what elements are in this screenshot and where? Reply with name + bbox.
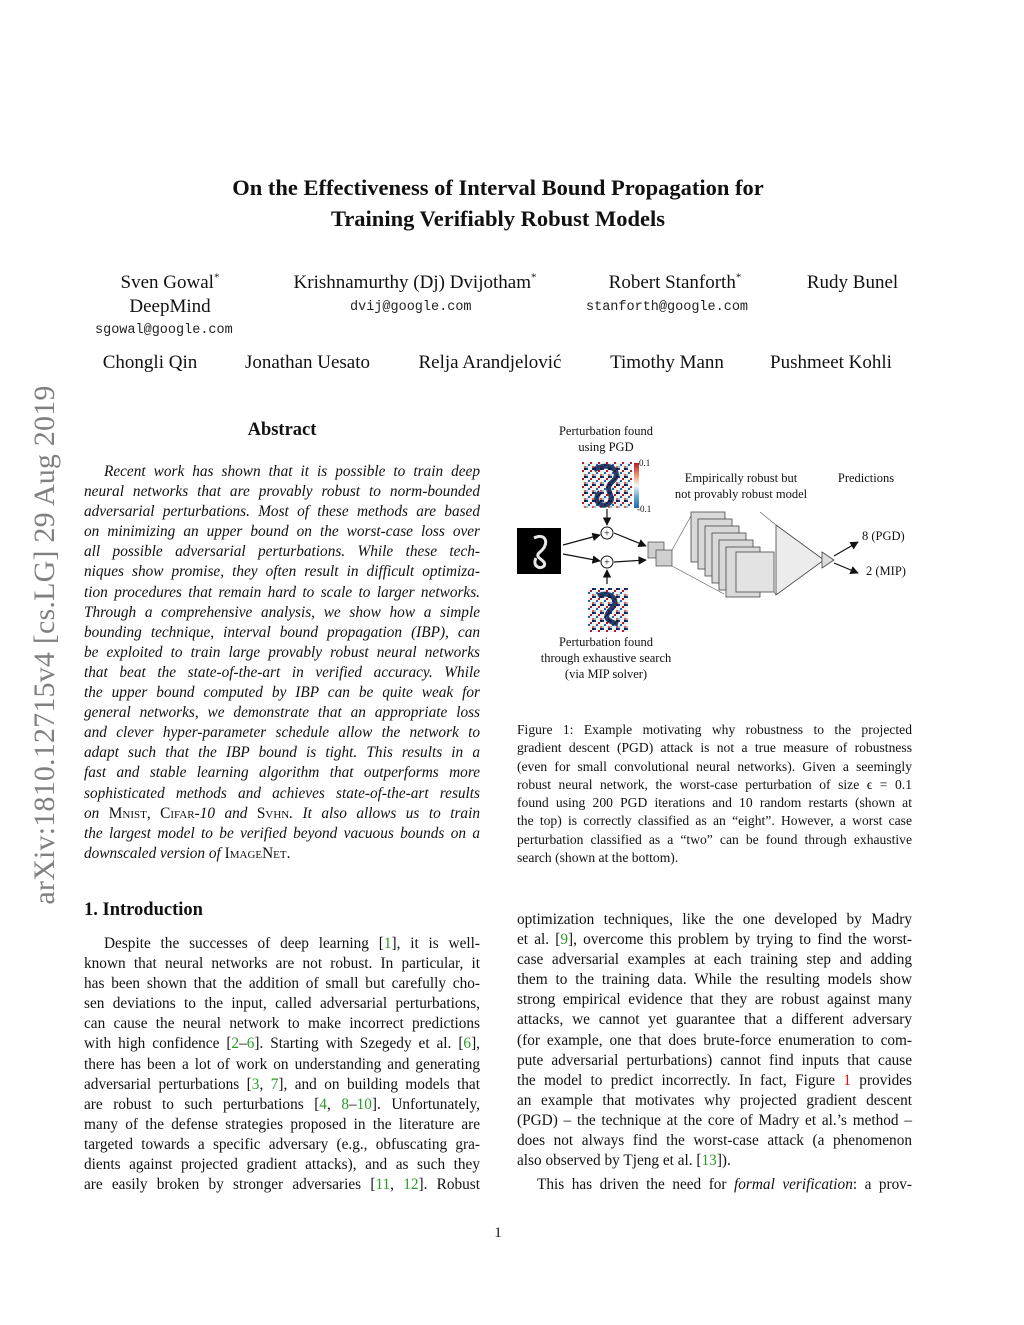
body-line: [517, 930, 912, 950]
label-mip-line-2: through exhaustive search: [540, 651, 672, 665]
citation-link[interactable]: 3: [251, 1075, 260, 1093]
abstract-line: all possible adversarial perturbations. While these tech-: [84, 543, 480, 561]
abstract-body: [84, 462, 480, 864]
intro-line: has been shown that the addition of small but carefully cho-: [84, 975, 480, 993]
body-line: [517, 1175, 912, 1195]
text: provides: [850, 1071, 912, 1089]
intro-line: [84, 1095, 480, 1115]
text: ], overcome this problem by trying to find the worst-: [568, 931, 912, 949]
author-name: Sven Gowal: [120, 272, 214, 293]
text: et al. [: [517, 931, 561, 949]
email-gowal: sgowal@google.com: [95, 323, 233, 338]
colorbar-top-label: 0.1: [639, 458, 651, 468]
abstract-line: and clever hyper-parameter schedule allow the network to: [84, 724, 480, 742]
text: on: [84, 804, 109, 822]
abstract-line: niques show promise, they often result in difficult optimiza-: [84, 563, 480, 581]
intro-line: [84, 1034, 480, 1054]
text: –: [239, 1035, 247, 1053]
abstract-line: be exploited to train large provably robust neural networks: [84, 643, 480, 661]
title-line-2: Training Verifiably Robust Models: [330, 206, 665, 231]
intro-heading: 1. Introduction: [84, 900, 203, 920]
author-name: Rudy Bunel: [806, 272, 899, 293]
abstract-line: that beat the state-of-the-art in verified accuracy. While: [84, 663, 480, 681]
text: ], and on building models that: [278, 1075, 480, 1093]
intro-line: targeted towards a specific adversary (e.g., obfuscating gra-: [84, 1135, 480, 1153]
citation-link[interactable]: 6: [246, 1035, 255, 1053]
abstract-line-last: [84, 844, 480, 864]
right-column-body: [517, 910, 912, 1195]
text: ], it is well-: [391, 935, 480, 952]
dataset-imagenet: ImageNet: [224, 844, 287, 862]
text: with high confidence [: [84, 1035, 232, 1053]
text: : a prov-: [852, 1176, 913, 1194]
colorbar-bottom-label: -0.1: [637, 504, 652, 514]
author-name: Robert Stanforth: [608, 272, 736, 293]
author-sven-gowal: [85, 271, 255, 295]
intro-line: sen deviations to the input, called adversarial perturbations,: [84, 995, 480, 1013]
body-line: attacks, we cannot yet guarantee that a different adversary: [517, 1011, 912, 1029]
colorbar: [634, 463, 639, 508]
abstract-line: adversarial perturbations. Most of these methods are based: [84, 503, 480, 521]
text: adversarial perturbations [: [84, 1075, 252, 1093]
text: ,: [259, 1075, 271, 1093]
label-predictions: Predictions: [837, 471, 895, 485]
figure-1-diagram: [514, 420, 924, 685]
abstract-line: tion procedures that remain hard to scale to larger networks.: [84, 583, 480, 601]
intro-line: many of the defense strategies proposed in the literature are: [84, 1115, 480, 1133]
abstract-line: Recent work has shown that it is possible to train deep: [104, 463, 480, 480]
text: also observed by Tjeng et al. [: [517, 1152, 702, 1170]
label-mip-line-1: Perturbation found: [558, 635, 654, 649]
intro-line: [84, 934, 480, 954]
author-dvijotham: [285, 271, 545, 295]
text: ]. Starting with Szegedy et al. [: [254, 1035, 464, 1053]
email-stanforth: stanforth@google.com: [586, 300, 749, 315]
arrow-input-to-plus-bottom: [563, 554, 600, 561]
body-line: [517, 1151, 912, 1171]
abstract-heading: Abstract: [247, 420, 317, 440]
arrow-plus-bottom-to-model: [614, 560, 646, 562]
arrow-output-mip: [834, 563, 858, 573]
author-mark: *: [735, 271, 742, 284]
text: ,: [390, 1176, 404, 1194]
fc-funnel: [776, 525, 824, 595]
author-stanforth: [595, 271, 755, 295]
figure-ref-link[interactable]: 1: [843, 1071, 851, 1089]
citation-link[interactable]: 4: [319, 1095, 327, 1113]
plus-bottom-symbol: +: [604, 557, 610, 569]
author-bunel: [795, 271, 910, 295]
text: ,: [146, 804, 161, 822]
body-line: pute adversarial perturbations) cannot find inputs that cause: [517, 1051, 912, 1069]
intro-body: [84, 934, 480, 1195]
abstract-line-datasets: [84, 804, 480, 824]
author-name: Krishnamurthy (Dj) Dvijotham: [293, 272, 531, 293]
citation-link[interactable]: 9: [560, 931, 568, 949]
abstract-line: the upper bound computed by IBP can be quite weak for: [84, 684, 480, 702]
text: –: [348, 1095, 357, 1113]
citation-link[interactable]: 1: [383, 935, 392, 952]
plus-top-symbol: +: [604, 528, 610, 540]
caption-line: robust neural network, the worst-case perturbation of size ϵ = 0.1: [517, 776, 912, 792]
dataset-cifar: Cifar: [160, 804, 195, 822]
page-number: 1: [494, 1225, 502, 1241]
caption-line: perturbation classified as a “two” can be found through exhaustive: [517, 831, 912, 847]
abstract-line: on minimizing an upper bound on the worst-case loss over: [84, 523, 480, 541]
intro-line: [84, 1075, 480, 1095]
caption-line: Figure 1: Example motivating why robustness to the projected: [517, 722, 912, 737]
arxiv-stamp-text: arXiv:1810.12715v4 [cs.LG] 29 Aug 2019: [28, 385, 61, 905]
body-line: (for example, one that does brute-force enumeration to com-: [517, 1031, 912, 1049]
fc-output-node: [822, 552, 834, 568]
caption-line-last: search (shown at the bottom).: [517, 850, 679, 866]
body-line: [517, 1071, 912, 1091]
citation-link[interactable]: 8: [341, 1095, 349, 1113]
figure-1-caption: [517, 721, 912, 867]
text: ],: [471, 1035, 480, 1053]
intro-line: dients against projected gradient attacks), and as such they: [84, 1156, 480, 1174]
label-mip-line-3: (via MIP solver): [564, 667, 648, 681]
abstract-line: the largest model to be verified beyond vacuous bounds on a: [84, 824, 480, 842]
arrow-output-pgd: [834, 542, 858, 556]
text: ,: [326, 1095, 342, 1113]
author-kohli: Pushmeet Kohli: [770, 352, 892, 373]
text: the model to predict incorrectly. In fact, Figure: [517, 1071, 844, 1089]
citation-link[interactable]: 11: [375, 1176, 391, 1194]
citation-link[interactable]: 13: [701, 1152, 717, 1170]
text: -10 and: [194, 804, 257, 822]
email-dvijotham: dvij@google.com: [350, 300, 472, 315]
arxiv-stamp: [27, 350, 63, 940]
abstract-line: bounding technique, interval bound propagation (IBP), can: [84, 623, 480, 641]
body-line: them to the training data. While the resulting models show: [517, 971, 912, 989]
text: ]. Unfortunately,: [371, 1095, 481, 1113]
caption-line: gradient descent (PGD) attack is not a true measure of robustness: [517, 740, 912, 756]
intro-line: [84, 1175, 480, 1195]
abstract-line: Through a comprehensive analysis, we show how a simple: [84, 603, 480, 621]
author-mark: *: [213, 271, 220, 284]
author-mark: *: [530, 271, 537, 284]
text: are robust to such perturbations [: [84, 1095, 320, 1113]
text: are easily broken by stronger adversaries [: [84, 1176, 376, 1194]
figure-1: [514, 420, 924, 685]
body-line: optimization techniques, like the one developed by Madry: [517, 911, 912, 928]
prediction-mip: 2 (MIP): [866, 564, 906, 578]
citation-link[interactable]: 12: [403, 1176, 419, 1194]
label-pgd-line-2: using PGD: [578, 440, 634, 454]
caption-line: (even for small convolutional neural networks). Given a seemingly: [517, 758, 912, 774]
body-line: (PGD) – the technique at the core of Madry et al.’s method –: [517, 1111, 912, 1129]
paper-title: [0, 172, 996, 234]
abstract-line: sophisticated methods and achieves state-of-the-art results: [84, 784, 480, 802]
affiliation: DeepMind: [129, 296, 211, 317]
citation-link[interactable]: 7: [270, 1075, 279, 1093]
abstract-line: adapt such that the IBP bound is tight. This results in a: [84, 744, 480, 762]
intro-line: there has been a lot of work on understanding and generating: [84, 1055, 480, 1073]
text: downscaled version of: [84, 844, 225, 862]
text: This has driven the need for: [537, 1176, 735, 1194]
conv-layer-large: [736, 552, 774, 592]
label-pgd-line-1: Perturbation found: [558, 424, 654, 438]
abstract-line: fast and stable learning algorithm that outperforms more: [84, 764, 480, 782]
emphasis: formal verification: [734, 1176, 853, 1194]
connector-stack-to-funnel: [760, 512, 776, 525]
author-qin: Chongli Qin: [102, 352, 198, 373]
citation-link[interactable]: 2: [231, 1035, 240, 1053]
author-arandjelovic: Relja Arandjelović: [418, 352, 562, 373]
body-line: an example that motivates why projected gradient descent: [517, 1091, 912, 1109]
citation-link[interactable]: 10: [356, 1095, 372, 1113]
citation-link[interactable]: 6: [463, 1035, 472, 1053]
text: . It also allows us to train: [289, 804, 480, 822]
text: ]).: [716, 1152, 731, 1170]
arrow-plus-top-to-model: [614, 533, 646, 546]
dataset-mnist: Mnist: [108, 804, 147, 822]
author-mann: Timothy Mann: [610, 352, 724, 373]
body-line: does not always find the worst-case attack (a phenomenon: [517, 1132, 912, 1150]
abstract-line: general networks, we demonstrate that an appropriate loss: [84, 704, 480, 722]
label-model-line-2: not provably robust model: [674, 487, 808, 501]
body-line: case adversarial examples at each training step and adding: [517, 951, 912, 969]
caption-line: found using 200 PGD iterations and 10 random restarts (shown at: [517, 795, 912, 811]
intro-line: known that neural networks are not robust. In particular, it: [84, 955, 480, 973]
body-line: strong empirical evidence that they are robust against many: [517, 991, 912, 1009]
label-model-line-1: Empirically robust but: [684, 471, 798, 485]
text: Despite the successes of deep learning [: [104, 935, 384, 952]
abstract-line: neural networks that are provably robust to norm-bounded: [84, 483, 480, 501]
title-line-1: On the Effectiveness of Interval Bound Propagation for: [232, 175, 764, 200]
text: .: [286, 844, 291, 862]
caption-line: the top) is correctly classified as an “eight”. However, a worst case: [517, 813, 912, 829]
text: ]. Robust: [418, 1176, 480, 1194]
prediction-pgd: 8 (PGD): [862, 529, 905, 543]
author-uesato: Jonathan Uesato: [244, 352, 371, 373]
arrow-input-to-plus-top: [563, 535, 600, 545]
intro-line: can cause the neural network to make incorrect predictions: [84, 1015, 480, 1033]
dataset-svhn: Svhn: [256, 804, 290, 822]
connector-input-to-stack: [672, 516, 691, 550]
layer-input-b: [656, 550, 672, 566]
